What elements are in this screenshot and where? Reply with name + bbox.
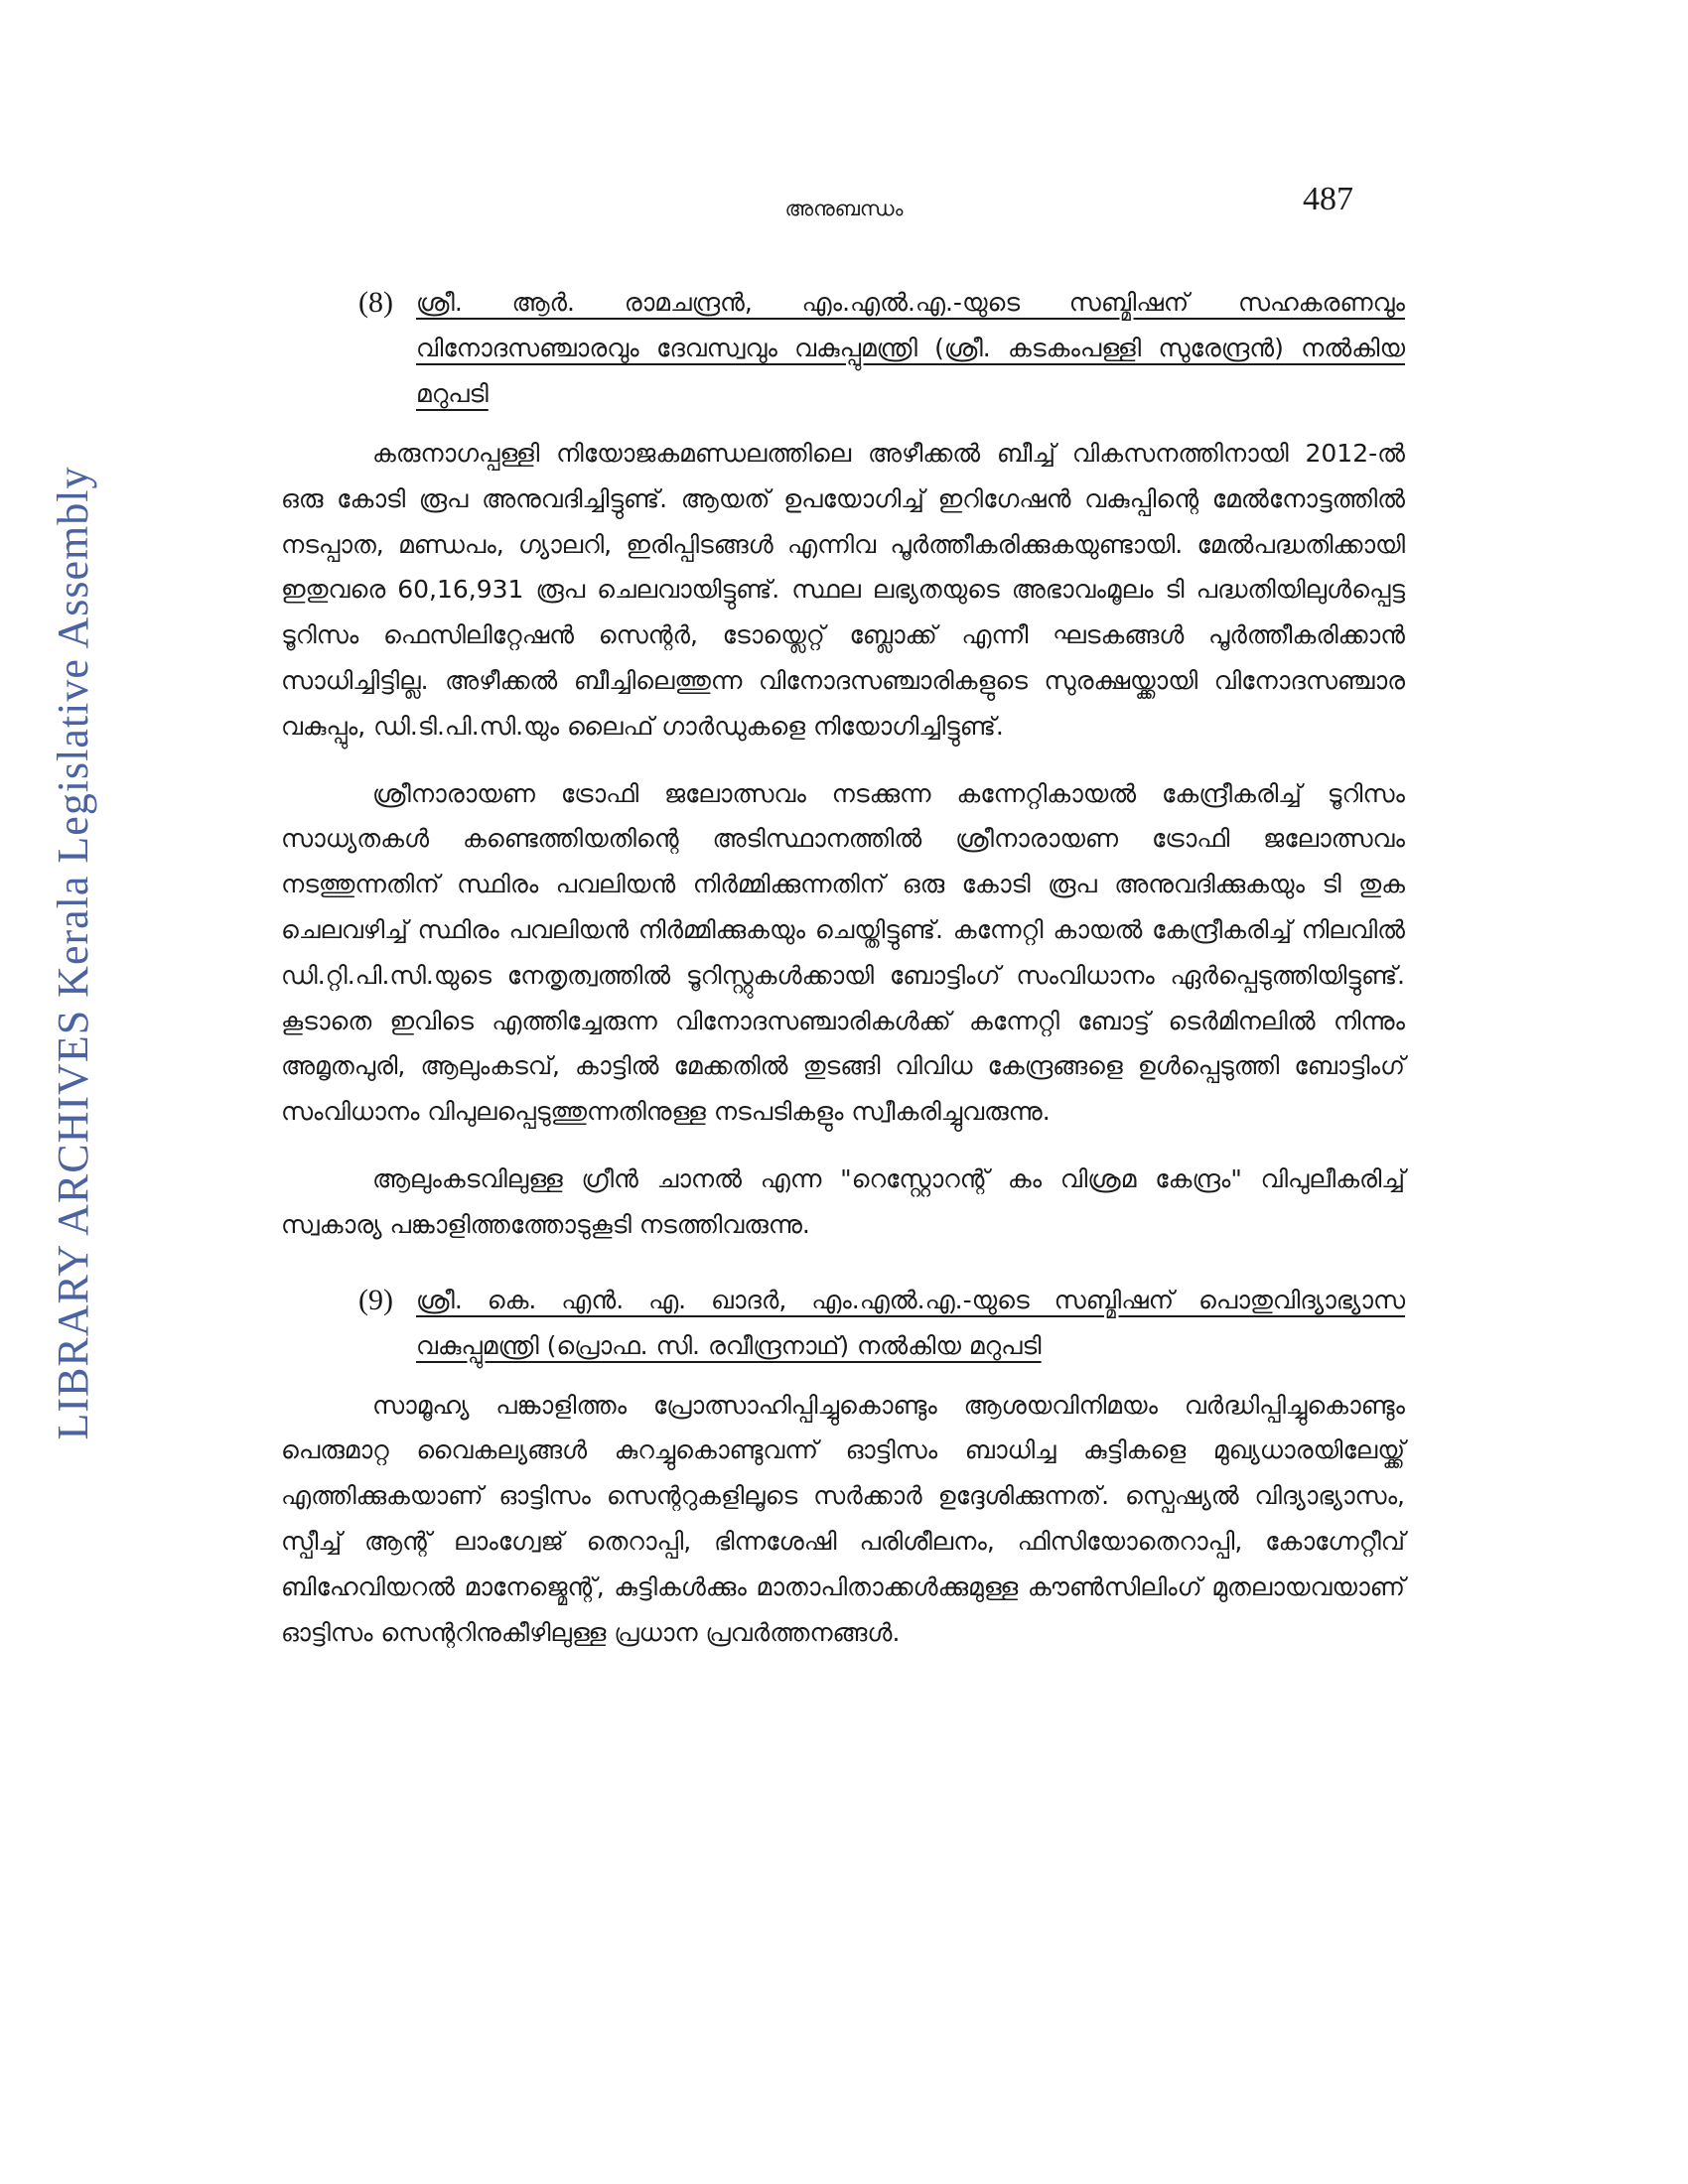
section-number: (9) [358, 1283, 393, 1316]
section-number: (8) [358, 286, 393, 319]
paragraph: ശ്രീനാരായണ ട്രോഫി ജലോത്സവം നടക്കുന്ന കന്നേറ്റികായൽ കേന്ദ്രീകരിച്ച് ടൂറിസം സാധ്യതകൾ കണ്ടെത്തിയതിന്റെ അടിസ്ഥാനത്തിൽ ശ്രീനാരായണ ട്രോഫി ജലോത്സവം നടത്തുന്നതിന് സ്ഥിരം പവലിയൻ നിർമ്മിക്കുന്നതിന് ഒരു കോടി രൂപ അനുവദിക്കുകയും ടി തുക ചെലവഴിച്ച് സ്ഥിരം പവലിയൻ നിർമ്മിക്കുകയും ചെയ്തിട്ടുണ്ട്. കന്നേറ്റി കായൽ കേന്ദ്രീകരിച്ച് നിലവിൽ ഡി.റ്റി.പി.സി.യുടെ നേതൃത്വത്തിൽ ടൂറിസ്റ്റുകൾക്കായി ബോട്ടിംഗ് സംവിധാനം ഏർപ്പെടുത്തിയിട്ടുണ്ട്. കൂടാതെ ഇവിടെ എത്തിച്ചേരുന്ന വിനോദസഞ്ചാരികൾക്ക് കന്നേറ്റി ബോട്ട് ടെർമിനലിൽ നിന്നും അമൃതപുരി, ആലുംകടവ്, കാട്ടിൽ മേക്കതിൽ തുടങ്ങി വിവിധ കേന്ദ്രങ്ങളെ ഉൾപ്പെടുത്തി ബോട്ടിംഗ് സംവിധാനം വിപുലപ്പെടുത്തുന്നതിനുള്ള നടപടികളും സ്വീകരിച്ചുവരുന്നു. [281, 778, 1405, 1127]
page-number: 487 [1303, 181, 1353, 217]
running-header-title: അനുബന്ധം [784, 197, 904, 220]
library-archives-watermark: LIBRARY ARCHIVES Kerala Legislative Assembly [49, 466, 97, 1440]
paragraph: കരുനാഗപ്പള്ളി നിയോജകമണ്ഡലത്തിലെ അഴീക്കൽ ബീച്ച് വികസനത്തിനായി 2012-ൽ ഒരു കോടി രൂപ അനുവദിച്ചിട്ടുണ്ട്. ആയത് ഉപയോഗിച്ച് ഇറിഗേഷൻ വകുപ്പിന്റെ മേൽനോട്ടത്തിൽ നടപ്പാത, മണ്ഡപം, ഗ്യാലറി, ഇരിപ്പിടങ്ങൾ എന്നിവ പൂർത്തീകരിക്കുകയുണ്ടായി. മേൽപദ്ധതിക്കായി ഇതുവരെ 60,16,931 രൂപ ചെലവായിട്ടുണ്ട്. സ്ഥല ലഭ്യതയുടെ അഭാവംമൂലം ടി പദ്ധതിയിലുൾപ്പെട്ട ടൂറിസം ഫെസിലിറ്റേഷൻ സെന്റർ, ടോയ്ലെറ്റ് ബ്ലോക്ക് എന്നീ ഘടകങ്ങൾ പൂർത്തീകരിക്കാൻ സാധിച്ചിട്ടില്ല. അഴീക്കൽ ബീച്ചിലെത്തുന്ന വിനോദസഞ്ചാരികളുടെ സുരക്ഷയ്ക്കായി വിനോദസഞ്ചാര വകുപ്പും, ഡി.ടി.പി.സി.യും ലൈഫ് ഗാർഡുകളെ നിയോഗിച്ചിട്ടുണ്ട്. [281, 439, 1405, 741]
page-body [281, 280, 1405, 1677]
section-heading-text: ശ്രീ. കെ. എൻ. എ. ഖാദർ, എം.എൽ.എ.-യുടെ സബ്മിഷന് പൊതുവിദ്യാഭ്യാസ വകുപ്പുമന്ത്രി (പ്രൊഫ. സി. രവീന്ദ്രനാഥ്) നൽകിയ മറുപടി [416, 1285, 1405, 1360]
section-heading-8 [281, 280, 1405, 417]
section-heading-9 [281, 1278, 1405, 1369]
paragraph: സാമൂഹ്യ പങ്കാളിത്തം പ്രോത്സാഹിപ്പിച്ചുകൊണ്ടും ആശയവിനിമയം വർദ്ധിപ്പിച്ചുകൊണ്ടും പെരുമാറ്റ വൈകല്യങ്ങൾ കുറച്ചുകൊണ്ടുവന്ന് ഓട്ടിസം ബാധിച്ച കുട്ടികളെ മുഖ്യധാരയിലേയ്ക്ക് എത്തിക്കുകയാണ് ഓട്ടിസം സെന്ററുകളിലൂടെ സർക്കാർ ഉദ്ദേശിക്കുന്നത്. സ്പെഷ്യൽ വിദ്യാഭ്യാസം, സ്പീച്ച് ആന്റ് ലാംഗ്വേജ് തെറാപ്പി, ഭിന്നശേഷി പരിശീലനം, ഫിസിയോതെറാപ്പി, കോഗ്നേറ്റീവ് ബിഹേവിയറൽ മാനേജ്മെന്റ്, കുട്ടികൾക്കും മാതാപിതാക്കൾക്കുമുള്ള കൗൺസിലിംഗ് മുതലായവയാണ് ഓട്ടിസം സെന്ററിനുകീഴിലുള്ള പ്രധാന പ്രവർത്തനങ്ങൾ. [281, 1390, 1405, 1647]
section-heading-text: ശ്രീ. ആർ. രാമചന്ദ്രൻ, എം.എൽ.എ.-യുടെ സബ്മിഷന് സഹകരണവും വിനോദസഞ്ചാരവും ദേവസ്വവും വകുപ്പുമന്ത്രി (ശ്രീ. കടകംപള്ളി സുരേന്ദ്രൻ) നൽകിയ മറുപടി [416, 288, 1405, 408]
paragraph: ആലുംകടവിലുള്ള ഗ്രീൻ ചാനൽ എന്ന "റെസ്റ്റോറന്റ് കം വിശ്രമ കേന്ദ്രം" വിപുലീകരിച്ച് സ്വകാര്യ പങ്കാളിത്തത്തോടുകൂടി നടത്തിവരുന്നു. [281, 1163, 1405, 1239]
